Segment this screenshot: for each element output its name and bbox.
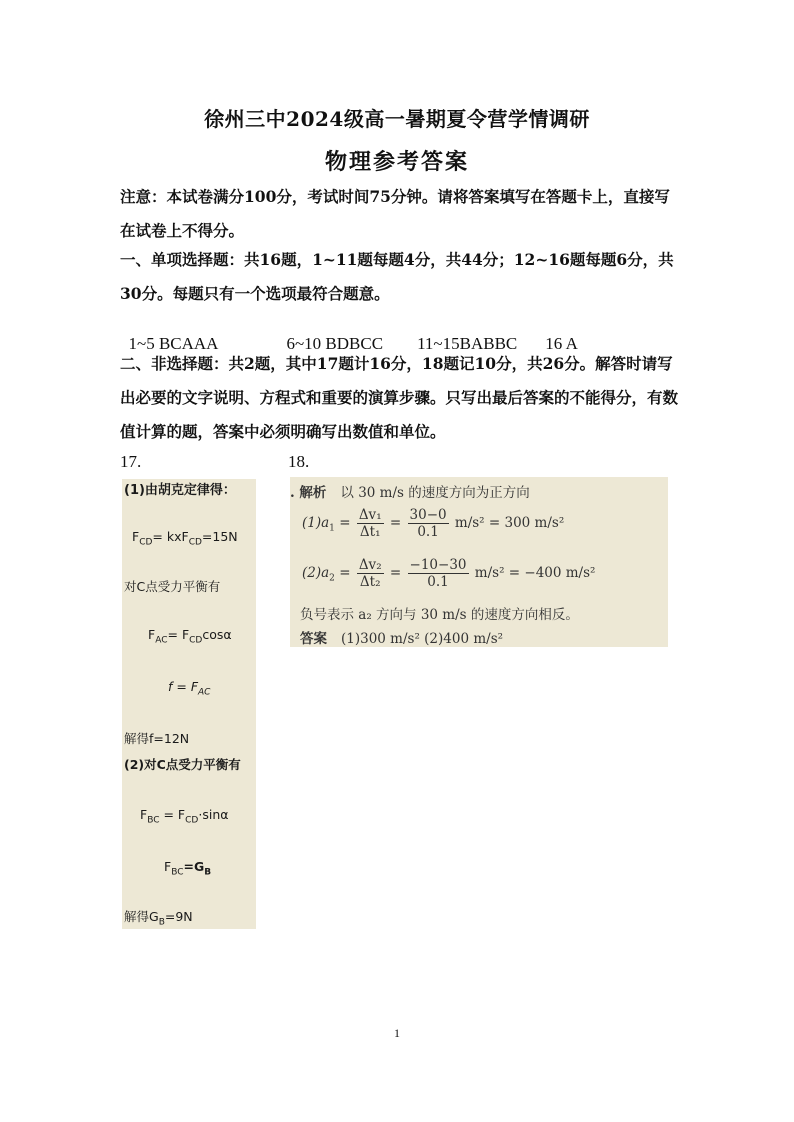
- page-title: 徐州三中2024级高一暑期夏令营学情调研: [204, 107, 590, 131]
- answer-group-2: 6~10 BDBCC: [286, 334, 384, 353]
- section2-text: 二、非选择题：共2题，其中17题计16分，18题记10分，共26分。解答时请写出必要的文字说明、方程式和重要的演算步骤。只写出最后答案的不能得分，有数值计算的题，答案中必须明确写出数值和单位。: [120, 354, 679, 441]
- q18-line-1: . 解析 以 30 m/s 的速度方向为正方向: [290, 485, 530, 501]
- q17-line-8: $F_{BC} = F_{CD}\cdot\sin\alpha$: [140, 807, 229, 826]
- q17-line-4: $F_{AC}= F_{CD}\cos\alpha$: [148, 627, 232, 646]
- q18-line-4: 负号表示 a₂ 方向与 30 m/s 的速度方向相反。: [300, 607, 579, 623]
- answer-group-3: 11~15BABBC: [417, 334, 518, 353]
- q17-line-10: 解得$G_B=9N$: [124, 909, 193, 928]
- answer-group-4: 16 A: [545, 334, 578, 353]
- q17-label: 17.: [120, 452, 142, 471]
- q17-line-7: (2)对C点受力平衡有: [124, 757, 241, 772]
- page-subtitle: 物理参考答案: [324, 149, 469, 175]
- q18-line-5: 答案 (1)300 m/s² (2)400 m/s²: [300, 631, 504, 647]
- q18-solution-panel: [290, 477, 668, 647]
- q17-line-6: 解得f=12N: [124, 731, 190, 746]
- q18-line-3: $(2)a_2$ = $\frac{\text{Δv₂}}{\text{Δt₂}}$ = $\frac{-10-30}{0.1}$ m/s² = −400 m/s²: [302, 557, 596, 590]
- q17-line-2: $F_{CD}= kxF_{CD}=15N$: [132, 529, 238, 548]
- answer-group-1: 1~5 BCAAA: [128, 334, 219, 353]
- q17-line-5: $f = F_{AC}$: [168, 679, 211, 698]
- q18-label: 18.: [288, 452, 310, 471]
- notice-text: 注意：本试卷满分100分，考试时间75分钟。请将答案填写在答题卡上，直接写在试卷上不得分。: [120, 187, 670, 240]
- q17-solution-panel: [122, 479, 256, 929]
- page-number: 1: [394, 1026, 400, 1040]
- q17-line-1: (1)由胡克定律得：: [124, 483, 236, 498]
- q18-line-2: $(1)a_1$ = $\frac{\text{Δv₁}}{\text{Δt₁}}$ = $\frac{30-0}{0.1}$ m/s² = 300 m/s²: [302, 507, 565, 540]
- q17-line-3: 对C点受力平衡有: [124, 579, 221, 594]
- q17-line-9: $F_{BC}=G_B$: [164, 859, 212, 878]
- section1-text: 一、单项选择题：共16题，1~11题每题4分，共44分；12~16题每题6分，共30分。每题只有一个选项最符合题意。: [120, 250, 674, 303]
